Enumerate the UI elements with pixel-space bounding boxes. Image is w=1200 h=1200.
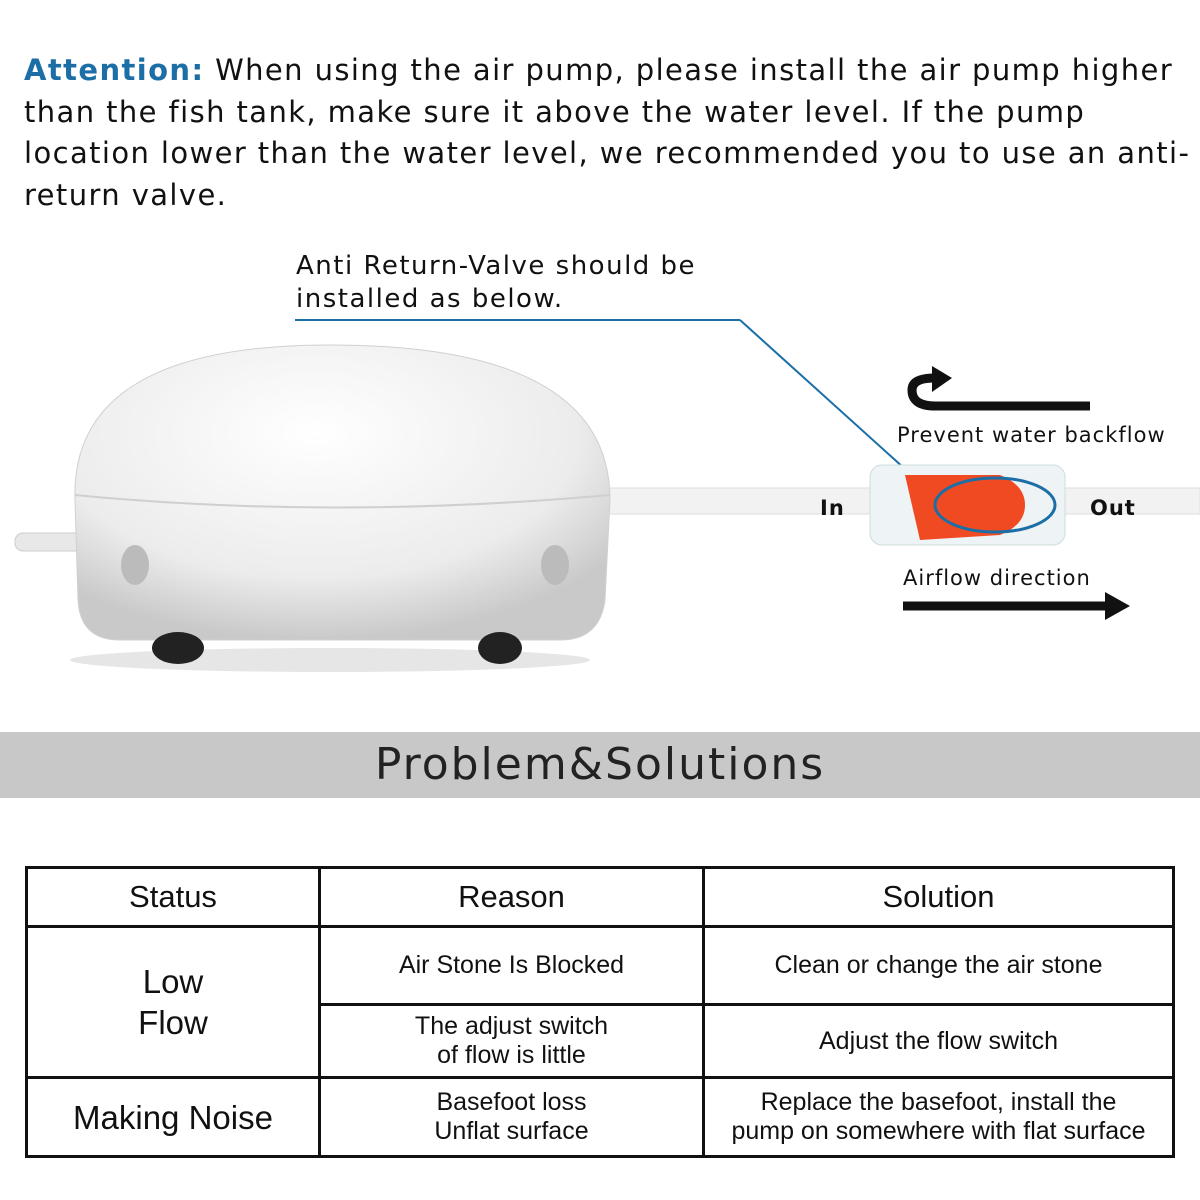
- header-status: Status: [27, 868, 320, 927]
- anti-return-valve: [870, 465, 1065, 545]
- problem-solutions-table: [25, 866, 1175, 1158]
- solution-cell: Adjust the flow switch: [704, 1005, 1174, 1078]
- reason-text: The adjust switch: [414, 1012, 609, 1040]
- callout-line1: Anti Return-Valve should be: [296, 251, 697, 281]
- reason-text: of flow is little: [437, 1041, 586, 1069]
- attention-text: When using the air pump, please install the air pump higher than the fish tank, make sure it above the water level. If the pump location lower than the water level, we recommended you to use an anti-return valve.: [24, 53, 1191, 212]
- airflow-direction-label: Airflow direction: [903, 566, 1091, 590]
- section-title: Problem&Solutions: [374, 739, 826, 790]
- solution-cell: Clean or change the air stone: [704, 927, 1174, 1005]
- air-pump-image: [15, 345, 870, 672]
- status-text: Low: [142, 963, 204, 1000]
- solution-text: Replace the basefoot, install the: [760, 1088, 1117, 1116]
- table-row: [27, 927, 1174, 1005]
- prevent-backflow-label: Prevent water backflow: [897, 423, 1166, 447]
- status-cell: Making Noise: [27, 1078, 320, 1157]
- status-cell: [27, 927, 320, 1078]
- table-header-row: [27, 868, 1174, 927]
- solution-text: pump on somewhere with flat surface: [731, 1117, 1146, 1145]
- status-text: Flow: [138, 1004, 208, 1041]
- airflow-arrow-icon: [903, 592, 1130, 620]
- reason-cell: [320, 1005, 704, 1078]
- header-reason: Reason: [320, 868, 704, 927]
- solution-cell: [704, 1078, 1174, 1157]
- attention-keyword: Attention:: [24, 53, 205, 87]
- in-label: In: [820, 496, 845, 520]
- table-row: [27, 1078, 1174, 1157]
- header-solution: Solution: [704, 868, 1174, 927]
- reason-cell: [320, 1078, 704, 1157]
- reason-text: Unflat surface: [434, 1117, 589, 1145]
- reason-text: Basefoot loss: [436, 1088, 587, 1116]
- callout-pointer: [740, 320, 915, 478]
- callout-line2: installed as below.: [296, 284, 564, 314]
- backflow-arrow-icon: [912, 366, 1090, 406]
- out-label: Out: [1090, 496, 1136, 520]
- reason-cell: Air Stone Is Blocked: [320, 927, 704, 1005]
